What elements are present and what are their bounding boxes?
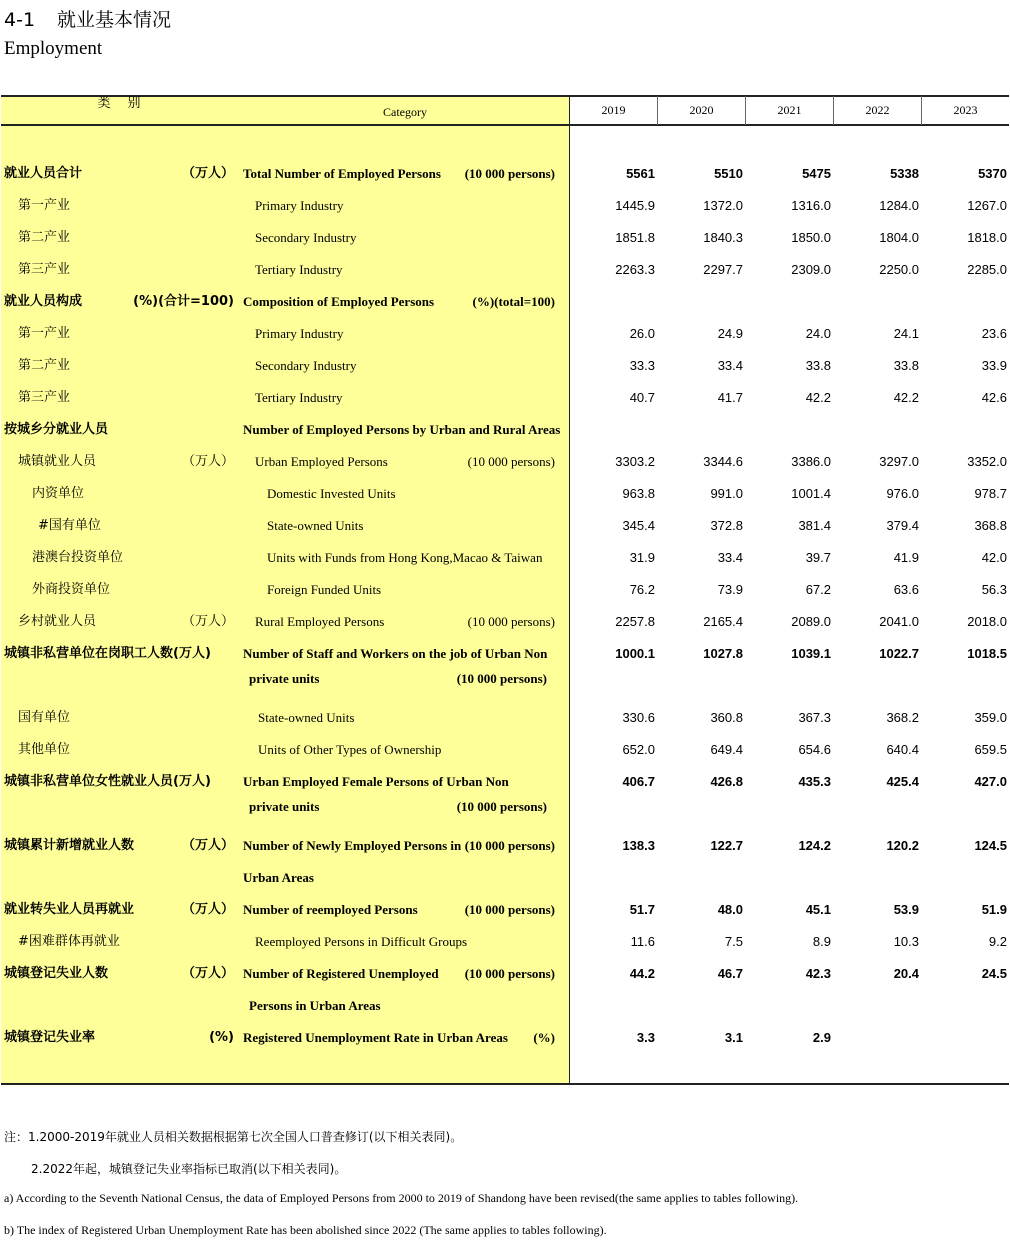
value-cell-2022: 120.2 — [886, 838, 919, 853]
row-unit-en: (10 000 persons) — [456, 671, 547, 686]
value-cell-2023: 368.8 — [974, 518, 1007, 533]
row-unit-cn: （万人） — [181, 902, 234, 917]
value-cell-2020: 33.4 — [717, 358, 743, 373]
row-label-en: Domestic Invested Units — [267, 486, 396, 501]
value-cell-2019: 2257.8 — [615, 614, 655, 629]
value-cell-2023: 659.5 — [974, 742, 1007, 757]
value-cell-2022: 42.2 — [893, 390, 919, 405]
value-cell-2020: 122.7 — [710, 838, 743, 853]
value-cell-2021: 67.2 — [805, 582, 831, 597]
row-label-en: Number of Employed Persons by Urban and Rural Areas — [243, 422, 561, 437]
row-label-en-cont: private units — [249, 799, 320, 814]
value-cell-2023: 42.0 — [981, 550, 1007, 565]
value-cell-2020: 33.4 — [717, 550, 743, 565]
row-label-en: Secondary Industry — [255, 230, 357, 245]
row-unit-cn: (%) — [209, 1030, 234, 1045]
value-cell-2019: 51.7 — [629, 902, 655, 917]
row-unit-en: (%)(total=100) — [472, 294, 555, 309]
row-label-cn: 第二产业 — [18, 358, 71, 373]
row-label-cn: 按城乡分就业人员 — [4, 422, 109, 437]
row-label-en: Units of Other Types of Ownership — [258, 742, 442, 757]
value-cell-2023: 9.2 — [988, 934, 1007, 949]
value-cell-2023: 359.0 — [974, 710, 1007, 725]
value-cell-2020: 2297.7 — [703, 262, 743, 277]
row-label-en: Tertiary Industry — [255, 390, 343, 405]
row-unit-en: (%) — [533, 1030, 555, 1045]
value-cell-2021: 42.3 — [805, 966, 831, 981]
note-cn-1: 注：1.2000-2019年就业人员相关数据根据第七次全国人口普查修订(以下相关表同)。 — [4, 1130, 463, 1144]
row-label-cn: 就业人员合计 — [4, 166, 83, 181]
row-label-en: Number of Registered Unemployed — [243, 966, 439, 981]
row-label-en: Primary Industry — [255, 326, 344, 341]
value-cell-2023: 51.9 — [981, 902, 1007, 917]
row-unit-en: (10 000 persons) — [464, 838, 555, 853]
value-cell-2020: 360.8 — [710, 710, 743, 725]
value-cell-2022: 2041.0 — [879, 614, 919, 629]
row-label-en: Total Number of Employed Persons — [243, 166, 441, 181]
value-cell-2019: 33.3 — [629, 358, 655, 373]
row-label-en-cont: Persons in Urban Areas — [249, 998, 381, 1013]
value-cell-2022: 63.6 — [893, 582, 919, 597]
value-cell-2021: 2089.0 — [791, 614, 831, 629]
value-cell-2022: 10.3 — [893, 934, 919, 949]
value-cell-2021: 3386.0 — [791, 454, 831, 469]
row-unit-en: (10 000 persons) — [456, 799, 547, 814]
row-label-en: Number of reemployed Persons — [243, 902, 418, 917]
row-label-en-cont: Urban Areas — [243, 870, 314, 885]
row-label-cn: 城镇非私营单位女性就业人员(万人) — [4, 774, 211, 789]
row-label-en: Rural Employed Persons — [255, 614, 385, 629]
row-label-cn: 城镇就业人员 — [18, 454, 97, 469]
value-cell-2020: 24.9 — [717, 326, 743, 341]
row-unit-en: (10 000 persons) — [464, 166, 555, 181]
row-label-en: Tertiary Industry — [255, 262, 343, 277]
value-cell-2021: 1316.0 — [791, 198, 831, 213]
value-cell-2022: 379.4 — [886, 518, 919, 533]
row-label-en: Urban Employed Persons — [255, 454, 388, 469]
value-cell-2019: 345.4 — [622, 518, 655, 533]
value-cell-2019: 963.8 — [622, 486, 655, 501]
header-category-cn: 类 别 — [97, 96, 143, 111]
row-label-cn: 第三产业 — [18, 390, 71, 405]
header-category-en: Category — [383, 105, 427, 119]
note-en-a: a) According to the Seventh National Census, the data of Employed Persons from 2000 to 2019 of Shandong have been revised(the same applies to tables following). — [4, 1191, 799, 1205]
value-cell-2021: 45.1 — [805, 902, 831, 917]
value-cell-2023: 427.0 — [974, 774, 1007, 789]
row-label-en: Number of Staff and Workers on the job of Urban Non — [243, 646, 548, 661]
row-label-en: Urban Employed Female Persons of Urban Non — [243, 774, 509, 789]
value-cell-2022: 1022.7 — [879, 646, 919, 661]
page-title-cn — [4, 5, 171, 32]
row-label-cn: 就业人员构成 — [4, 294, 83, 309]
value-cell-2023: 1018.5 — [967, 646, 1007, 661]
row-label-cn: 其他单位 — [18, 742, 71, 757]
value-cell-2023: 42.6 — [981, 390, 1007, 405]
row-label-cn: 外商投资单位 — [32, 582, 111, 597]
row-label-en-cont: private units — [249, 671, 320, 686]
row-label-cn: 城镇非私营单位在岗职工人数(万人) — [4, 646, 211, 661]
row-unit-cn: （万人） — [181, 166, 234, 181]
row-unit-en: (10 000 persons) — [464, 966, 555, 981]
note-en-b: b) The index of Registered Urban Unemployment Rate has been abolished since 2022 (The same applies to tables following). — [4, 1223, 607, 1237]
value-cell-2021: 654.6 — [798, 742, 831, 757]
value-cell-2022: 976.0 — [886, 486, 919, 501]
value-cell-2022: 24.1 — [893, 326, 919, 341]
row-label-en: Registered Unemployment Rate in Urban Areas — [243, 1030, 508, 1045]
row-unit-cn: （万人） — [181, 838, 234, 853]
value-cell-2023: 56.3 — [981, 582, 1007, 597]
row-label-cn: 第二产业 — [18, 230, 71, 245]
value-cell-2021: 1850.0 — [791, 230, 831, 245]
value-cell-2020: 7.5 — [724, 934, 743, 949]
value-cell-2022: 368.2 — [886, 710, 919, 725]
value-cell-2023: 124.5 — [974, 838, 1007, 853]
value-cell-2022: 425.4 — [886, 774, 919, 789]
value-cell-2019: 76.2 — [629, 582, 655, 597]
value-cell-2019: 1445.9 — [615, 198, 655, 213]
row-label-en: Composition of Employed Persons — [243, 294, 435, 309]
value-cell-2021: 8.9 — [812, 934, 831, 949]
value-cell-2023: 3352.0 — [967, 454, 1007, 469]
value-cell-2019: 31.9 — [629, 550, 655, 565]
value-cell-2020: 2165.4 — [703, 614, 743, 629]
value-cell-2019: 11.6 — [630, 934, 655, 949]
value-cell-2021: 435.3 — [798, 774, 831, 789]
value-cell-2022: 20.4 — [893, 966, 919, 981]
row-label-en: Foreign Funded Units — [267, 582, 382, 597]
row-label-cn: 内资单位 — [32, 486, 85, 501]
value-cell-2021: 24.0 — [805, 326, 831, 341]
note-cn-2: 2.2022年起，城镇登记失业率指标已取消(以下相关表同)。 — [31, 1162, 347, 1176]
value-cell-2019: 1851.8 — [615, 230, 655, 245]
value-cell-2023: 1818.0 — [967, 230, 1007, 245]
value-cell-2021: 39.7 — [805, 550, 831, 565]
value-cell-2019: 652.0 — [622, 742, 655, 757]
value-cell-2021: 1039.1 — [791, 646, 831, 661]
value-cell-2019: 3.3 — [636, 1030, 655, 1045]
value-cell-2022: 53.9 — [893, 902, 919, 917]
value-cell-2021: 5475 — [802, 166, 831, 181]
row-label-cn: 第一产业 — [18, 326, 71, 341]
row-label-cn: 港澳台投资单位 — [32, 550, 124, 565]
value-cell-2019: 44.2 — [629, 966, 655, 981]
row-unit-en: (10 000 persons) — [467, 454, 555, 469]
row-label-cn: 第一产业 — [18, 198, 71, 213]
row-unit-cn: （万人） — [181, 614, 234, 629]
header-year-2023: 2023 — [953, 103, 978, 117]
row-label-cn: 国有单位 — [18, 710, 71, 725]
value-cell-2019: 40.7 — [629, 390, 655, 405]
value-cell-2023: 2285.0 — [967, 262, 1007, 277]
value-cell-2021: 2.9 — [812, 1030, 831, 1045]
value-cell-2020: 1372.0 — [703, 198, 743, 213]
value-cell-2019: 138.3 — [622, 838, 655, 853]
value-cell-2020: 3.1 — [724, 1030, 743, 1045]
value-cell-2023: 33.9 — [981, 358, 1007, 373]
row-label-en: State-owned Units — [267, 518, 364, 533]
value-cell-2023: 23.6 — [981, 326, 1007, 341]
value-cell-2022: 41.9 — [893, 550, 919, 565]
value-cell-2020: 73.9 — [717, 582, 743, 597]
row-unit-cn: （万人） — [181, 966, 234, 981]
value-cell-2022: 640.4 — [886, 742, 919, 757]
value-cell-2020: 426.8 — [710, 774, 743, 789]
row-label-en: Units with Funds from Hong Kong,Macao & Taiwan — [267, 550, 543, 565]
value-cell-2019: 2263.3 — [615, 262, 655, 277]
row-label-en: State-owned Units — [258, 710, 355, 725]
table-bottom-rule — [1, 1083, 1009, 1085]
value-cell-2020: 1840.3 — [703, 230, 743, 245]
row-unit-en: (10 000 persons) — [464, 902, 555, 917]
row-unit-en: (10 000 persons) — [467, 614, 555, 629]
header-year-2019: 2019 — [601, 103, 626, 117]
header-year-2021: 2021 — [777, 103, 802, 117]
value-cell-2021: 1001.4 — [791, 486, 831, 501]
row-label-en: Primary Industry — [255, 198, 344, 213]
value-cell-2022: 3297.0 — [879, 454, 919, 469]
row-label-en: Number of Newly Employed Persons in — [243, 838, 462, 853]
value-cell-2022: 1804.0 — [879, 230, 919, 245]
value-cell-2019: 406.7 — [622, 774, 655, 789]
value-cell-2020: 991.0 — [710, 486, 743, 501]
value-cell-2020: 1027.8 — [703, 646, 743, 661]
value-cell-2021: 367.3 — [798, 710, 831, 725]
value-cell-2019: 26.0 — [629, 326, 655, 341]
row-label-cn: #困难群体再就业 — [18, 934, 120, 949]
row-label-en: Secondary Industry — [255, 358, 357, 373]
value-cell-2021: 2309.0 — [791, 262, 831, 277]
row-label-cn: 乡村就业人员 — [18, 614, 97, 629]
header-year-2020: 2020 — [689, 103, 714, 117]
value-cell-2020: 46.7 — [717, 966, 743, 981]
value-cell-2020: 5510 — [714, 166, 743, 181]
value-cell-2021: 42.2 — [805, 390, 831, 405]
value-cell-2022: 1284.0 — [879, 198, 919, 213]
value-cell-2023: 1267.0 — [967, 198, 1007, 213]
value-cell-2019: 3303.2 — [615, 454, 655, 469]
value-cell-2023: 978.7 — [974, 486, 1007, 501]
value-cell-2023: 5370 — [978, 166, 1007, 181]
table-title-cn: 就业基本情况 — [57, 9, 172, 31]
value-cell-2022: 33.8 — [893, 358, 919, 373]
value-cell-2020: 48.0 — [717, 902, 743, 917]
value-cell-2023: 24.5 — [981, 966, 1007, 981]
value-cell-2021: 124.2 — [798, 838, 831, 853]
row-unit-cn: （万人） — [181, 454, 234, 469]
value-cell-2023: 2018.0 — [967, 614, 1007, 629]
value-cell-2019: 1000.1 — [615, 646, 655, 661]
value-cell-2020: 3344.6 — [703, 454, 743, 469]
column-divider — [569, 96, 570, 1084]
value-cell-2022: 2250.0 — [879, 262, 919, 277]
row-label-cn: 城镇登记失业率 — [4, 1030, 96, 1045]
value-cell-2019: 5561 — [626, 166, 655, 181]
value-cell-2020: 41.7 — [717, 390, 743, 405]
table-number: 4-1 — [4, 9, 36, 31]
row-label-cn: 就业转失业人员再就业 — [4, 902, 135, 917]
value-cell-2019: 330.6 — [622, 710, 655, 725]
row-label-cn: 城镇登记失业人数 — [4, 966, 109, 981]
value-cell-2020: 372.8 — [710, 518, 743, 533]
value-cell-2021: 33.8 — [805, 358, 831, 373]
value-cell-2021: 381.4 — [798, 518, 831, 533]
header-year-2022: 2022 — [865, 103, 890, 117]
row-unit-cn: (%)(合计=100) — [133, 294, 234, 309]
row-label-cn: 城镇累计新增就业人数 — [4, 838, 135, 853]
row-label-en: Reemployed Persons in Difficult Groups — [255, 934, 468, 949]
value-cell-2020: 649.4 — [710, 742, 743, 757]
row-label-cn: 第三产业 — [18, 262, 71, 277]
value-cell-2022: 5338 — [890, 166, 919, 181]
row-label-cn: #国有单位 — [38, 518, 101, 533]
table-title-en: Employment — [4, 38, 103, 59]
